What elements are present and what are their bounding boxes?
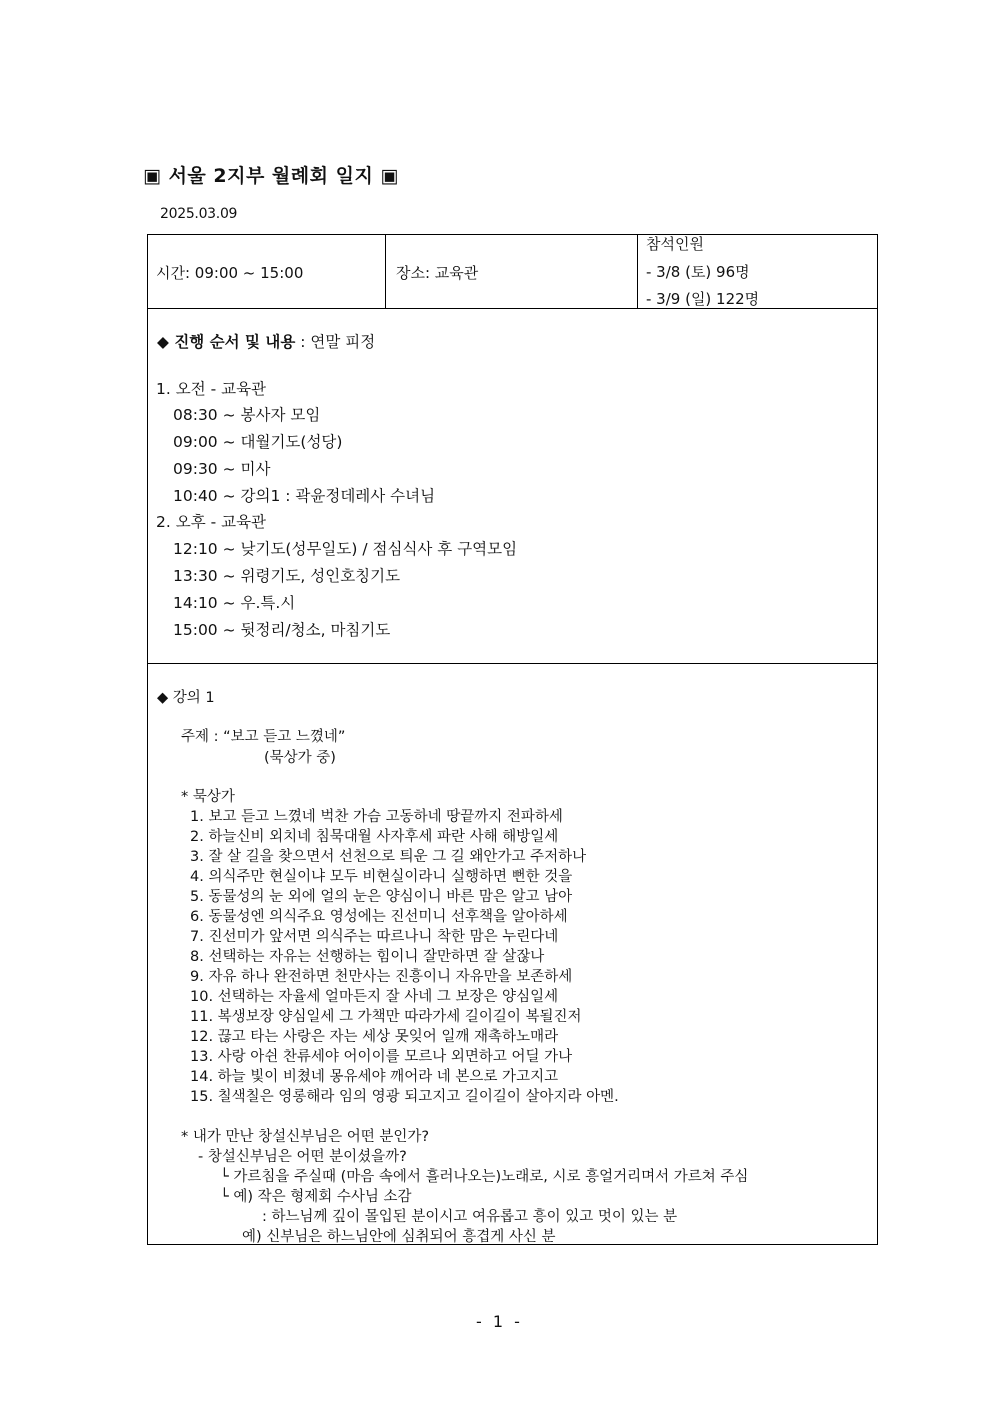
song-title: * 묵상가: [181, 789, 235, 805]
schedule-item: 14:10 ~ 우.특.시: [173, 594, 296, 612]
schedule-item: 10:40 ~ 강의1 : 곽윤정데레사 수녀님: [173, 487, 436, 505]
schedule-item: 15:00 ~ 뒷정리/청소, 마침기도: [173, 621, 391, 639]
question-item-detail: : 하느님께 깊이 몰입된 분이시고 여유롭고 흥이 있고 멋이 있는 분: [262, 1209, 678, 1225]
attendance-day1: - 3/8 (토) 96명: [646, 263, 750, 281]
schedule-item: 12:10 ~ 낮기도(성무일도) / 점심식사 후 구역모임: [173, 540, 518, 558]
song-verse: 1. 보고 듣고 느꼈네 벅찬 가슴 고동하네 땅끝까지 전파하세: [190, 809, 563, 825]
song-verse: 9. 자유 하나 완전하면 천만사는 진흥이니 자유만을 보존하세: [190, 969, 573, 985]
song-verse: 14. 하늘 빛이 비쳤네 몽유세야 깨어라 네 본으로 가고지고: [190, 1069, 559, 1085]
question-item: 예) 신부님은 하느님안에 심취되어 흥겹게 사신 분: [242, 1229, 556, 1245]
info-header-table: [147, 234, 878, 309]
program-section: [147, 308, 878, 664]
time-cell: [148, 235, 386, 308]
schedule-item: 08:30 ~ 봉사자 모임: [173, 406, 321, 424]
program-heading-label: ◆ 진행 순서 및 내용: [157, 333, 296, 351]
document-title: ▣ 서울 2지부 월례회 일지 ▣: [143, 165, 399, 187]
question-sub: - 창설신부님은 어떤 분이셨을까?: [198, 1149, 407, 1165]
schedule-item: 13:30 ~ 위령기도, 성인호칭기도: [173, 567, 401, 585]
lecture-topic: 주제 : “보고 듣고 느꼈네”: [181, 729, 346, 745]
place-text: 장소: 교육관: [396, 264, 479, 282]
song-verse: 10. 선택하는 자율세 얼마든지 잘 사네 그 보장은 양심일세: [190, 989, 559, 1005]
song-verse: 8. 선택하는 자유는 선행하는 힘이니 잘만하면 잘 살잖나: [190, 949, 545, 965]
attendance-cell: [638, 235, 878, 308]
attendance-day2: - 3/9 (일) 122명: [646, 290, 760, 308]
schedule-item: 09:30 ~ 미사: [173, 460, 271, 478]
question-item: └ 가르침을 주실때 (마음 속에서 흘러나오는)노래로, 시로 흥얼거리며서 가르쳐 주심: [220, 1169, 749, 1185]
place-cell: [386, 235, 638, 308]
song-verse: 4. 의식주만 현실이냐 모두 비현실이라니 실행하면 뻔한 것을: [190, 869, 573, 885]
question-title: * 내가 만난 창설신부님은 어떤 분인가?: [181, 1129, 430, 1145]
lecture-topic-sub: (묵상가 중): [264, 750, 336, 766]
page-number: - 1 -: [476, 1312, 523, 1331]
document-date: 2025.03.09: [160, 206, 238, 222]
time-text: 시간: 09:00 ~ 15:00: [156, 264, 304, 282]
song-verse: 7. 진선미가 앞서면 의식주는 따르나니 착한 맘은 누린다네: [190, 929, 559, 945]
attendance-title: 참석인원: [646, 235, 704, 253]
lecture-heading: ◆ 강의 1: [157, 690, 215, 706]
lecture-section: [147, 663, 878, 1245]
morning-title: 1. 오전 - 교육관: [156, 380, 267, 398]
song-verse: 12. 끊고 타는 사랑은 자는 세상 못잊어 일깨 재촉하노매라: [190, 1029, 559, 1045]
song-verse: 2. 하늘신비 외치네 침묵대월 사자후세 파란 사해 해방일세: [190, 829, 559, 845]
afternoon-title: 2. 오후 - 교육관: [156, 513, 267, 531]
song-verse: 13. 사랑 아쉰 찬류세야 어이이를 모르나 외면하고 어딜 가나: [190, 1049, 573, 1065]
question-item: └ 예) 작은 형제회 수사님 소감: [220, 1189, 412, 1205]
schedule-item: 09:00 ~ 대월기도(성당): [173, 433, 343, 451]
song-verse: 3. 잘 살 길을 찾으면서 선천으로 틔운 그 길 왜안가고 주저하나: [190, 849, 587, 865]
song-verse: 11. 복생보장 양심일세 그 가책만 따라가세 길이길이 복될진저: [190, 1009, 582, 1025]
song-verse: 15. 칠색칠은 영롱해라 임의 영광 되고지고 길이길이 살아지라 아멘.: [190, 1089, 619, 1105]
song-verse: 5. 동물성의 눈 외에 얼의 눈은 양심이니 바른 맘은 알고 남아: [190, 889, 573, 905]
song-verse: 6. 동물성엔 의식주요 영성에는 진선미니 선후책을 알아하세: [190, 909, 568, 925]
program-heading: [157, 330, 375, 352]
program-heading-topic: : 연말 피정: [295, 333, 376, 351]
